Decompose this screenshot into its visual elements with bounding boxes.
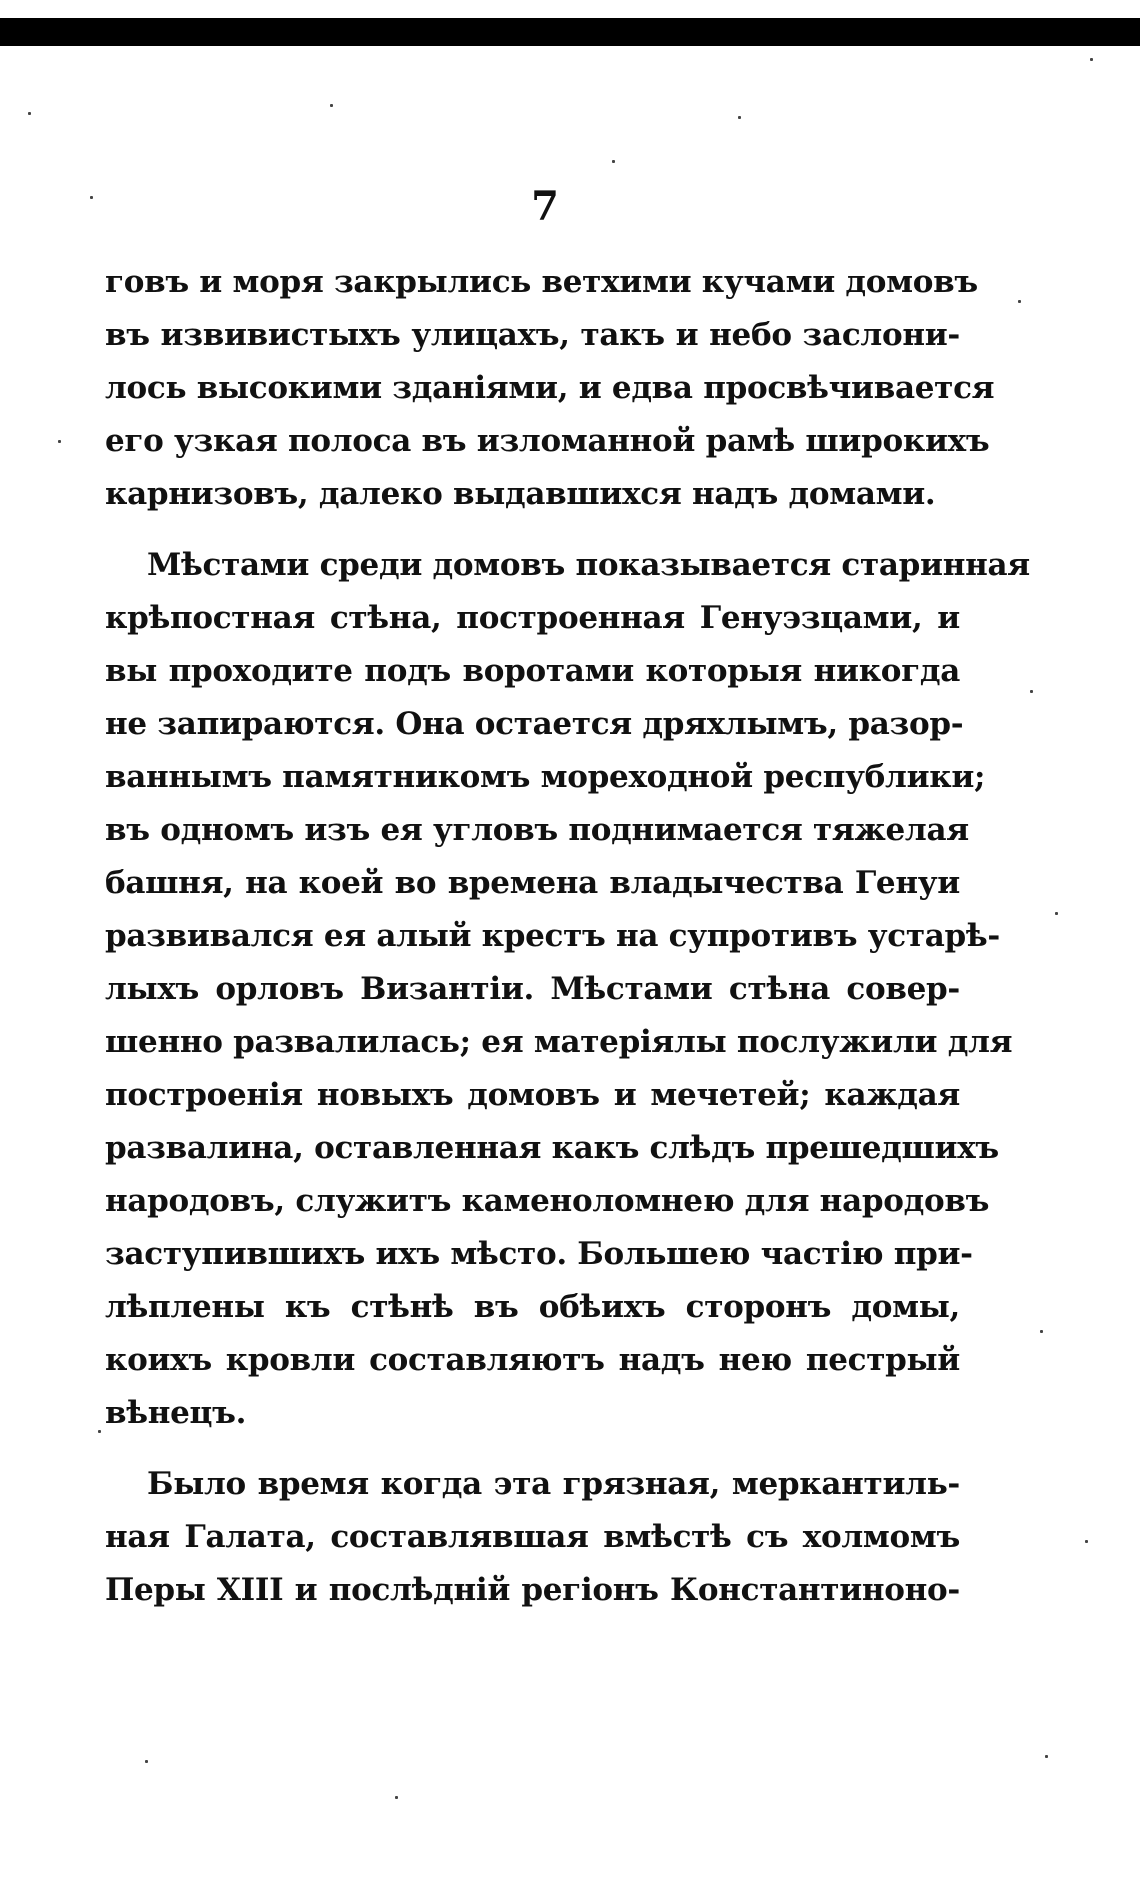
text-line: народовъ, служитъ каменоломнею для народовъ: [105, 1183, 990, 1219]
text-line: карнизовъ, далеко выдавшихся надъ домами.: [105, 476, 936, 512]
text-line: говъ и моря закрылись ветхими кучами домовъ: [105, 264, 978, 300]
text-line: въ одномъ изъ ея угловъ поднимается тяжелая: [105, 812, 969, 848]
text-line: башня, на коей во времена владычества Генуи: [105, 865, 960, 901]
paragraph-2: [105, 539, 1030, 1440]
top-border-rule: [0, 18, 1140, 46]
text-line: лыхъ орловъ Византіи. Мѣстами стѣна совер-: [105, 971, 960, 1007]
page-number: 7: [531, 183, 559, 230]
text-line: въ извивистыхъ улицахъ, такъ и небо заслони-: [105, 317, 960, 353]
text-line: развалина, оставленная какъ слѣдъ прешедшихъ: [105, 1130, 999, 1166]
text-line: Было время когда эта грязная, меркантиль-: [147, 1466, 960, 1502]
paragraph-1: [105, 256, 995, 521]
text-line: его узкая полоса въ изломанной рамѣ широкихъ: [105, 423, 990, 459]
text-line: лось высокими зданіями, и едва просвѣчивается: [105, 370, 995, 406]
text-line: заступившихъ ихъ мѣсто. Большею частію при-: [105, 1236, 973, 1272]
text-line: построенія новыхъ домовъ и мечетей; каждая: [105, 1077, 960, 1113]
paragraph-3: [105, 1458, 960, 1617]
text-line: Мѣстами среди домовъ показывается старинная: [147, 547, 1030, 583]
text-line: лѣплены къ стѣнѣ въ обѣихъ сторонъ домы,: [105, 1289, 960, 1325]
text-line: Перы XIII и послѣдній регіонъ Константиноно-: [105, 1572, 960, 1608]
text-line: вы проходите подъ воротами которыя никогда: [105, 653, 960, 689]
text-line: вѣнецъ.: [105, 1395, 247, 1431]
text-line: не запираются. Она остается дряхлымъ, разор-: [105, 706, 964, 742]
text-line: развивался ея алый крестъ на супротивъ устарѣ-: [105, 918, 1000, 954]
text-line: шенно развалилась; ея матеріялы послужили для: [105, 1024, 1013, 1060]
text-line: коихъ кровли составляютъ надъ нею пестрый: [105, 1342, 960, 1378]
text-line: крѣпостная стѣна, построенная Генуэзцами, и: [105, 600, 960, 636]
body-text: [105, 256, 1030, 1617]
text-line: ная Галата, составлявшая вмѣстѣ съ холмомъ: [105, 1519, 960, 1555]
text-line: ваннымъ памятникомъ мореходной республики;: [105, 759, 986, 795]
